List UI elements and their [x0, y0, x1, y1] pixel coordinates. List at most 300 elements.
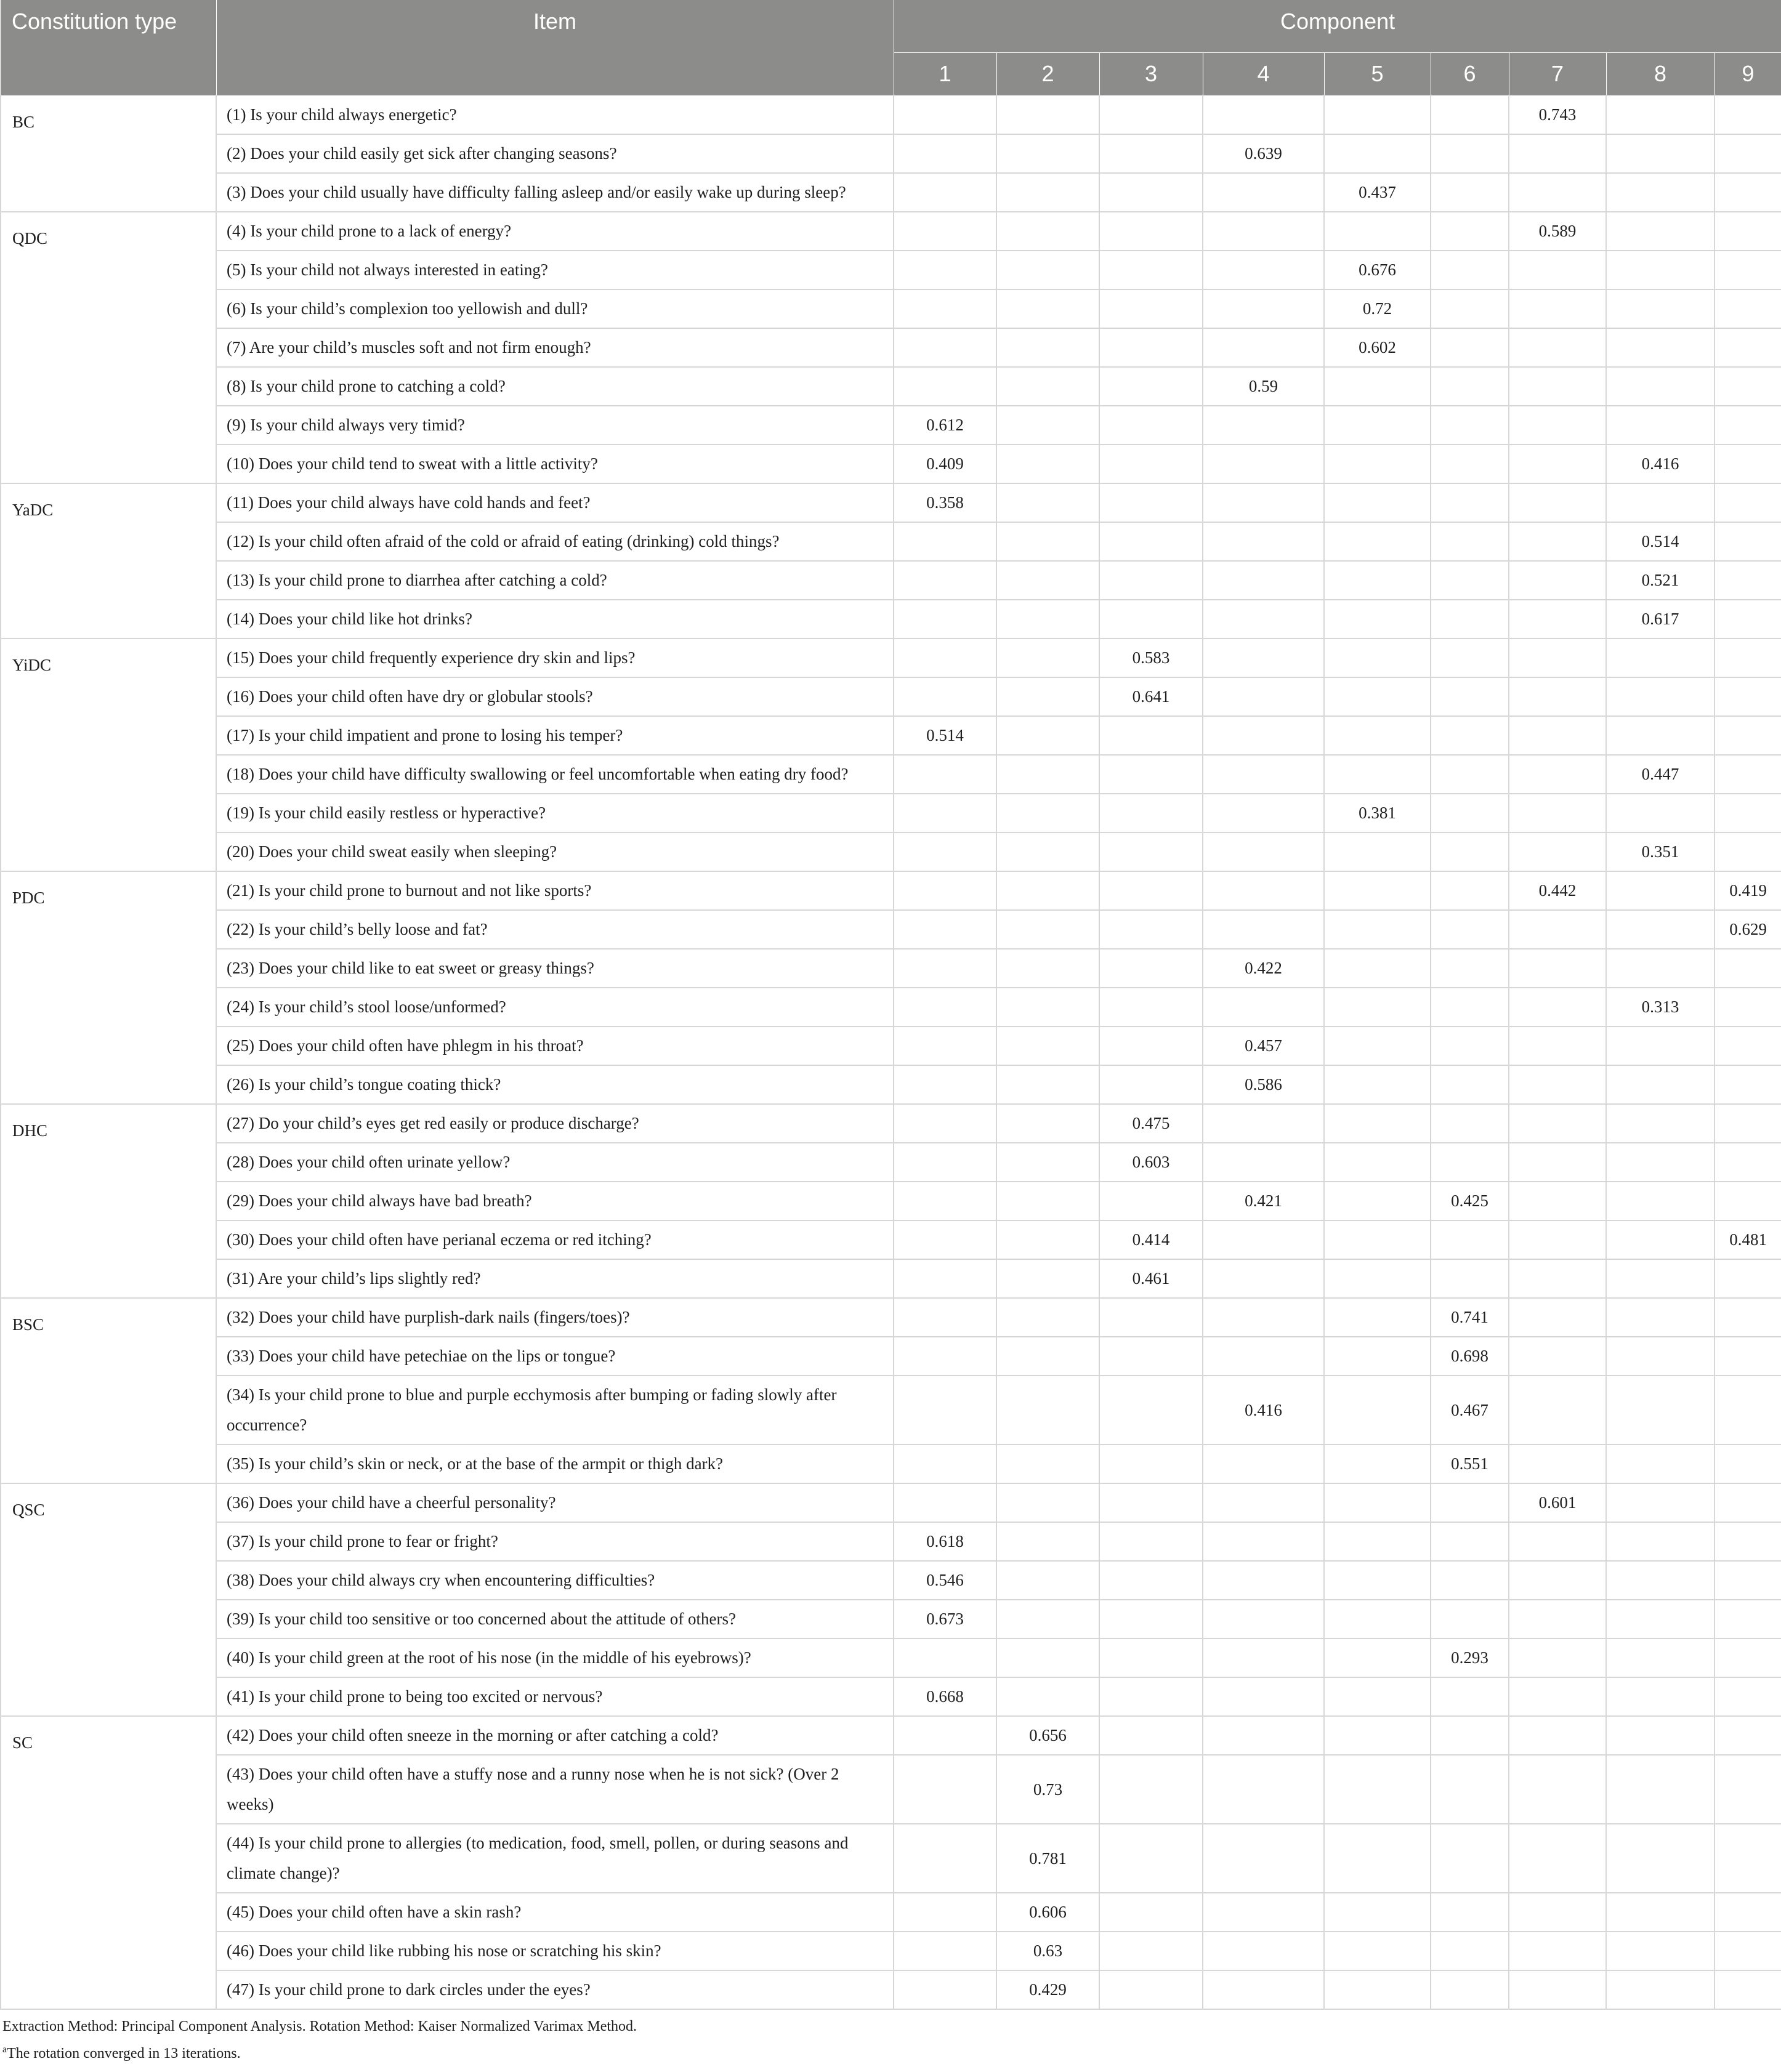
loading-cell-component-5 — [1324, 716, 1431, 755]
loading-cell-component-7 — [1509, 1220, 1606, 1259]
loading-cell-component-3 — [1099, 445, 1203, 483]
loading-cell-component-2 — [996, 212, 1099, 251]
loading-cell-component-9 — [1714, 1259, 1781, 1298]
table-row — [1, 1065, 1781, 1104]
table-row — [1, 1298, 1781, 1337]
loading-cell-component-8 — [1606, 1143, 1714, 1182]
loading-cell-component-9 — [1714, 716, 1781, 755]
loading-cell-component-4: 0.416 — [1203, 1376, 1324, 1445]
loading-cell-component-3 — [1099, 251, 1203, 289]
item-question-cell: (42) Does your child often sneeze in the morning or after catching a cold? — [216, 1716, 894, 1755]
loading-cell-component-1: 0.673 — [894, 1600, 996, 1639]
loading-cell-component-7 — [1509, 1716, 1606, 1755]
loading-cell-component-2 — [996, 794, 1099, 832]
loading-cell-component-5: 0.72 — [1324, 289, 1431, 328]
loading-cell-component-6 — [1431, 794, 1509, 832]
loading-cell-component-6 — [1431, 716, 1509, 755]
table-row — [1, 794, 1781, 832]
loading-cell-component-1 — [894, 328, 996, 367]
loading-cell-component-7 — [1509, 639, 1606, 677]
loading-cell-component-3 — [1099, 1561, 1203, 1600]
item-question-cell: (33) Does your child have petechiae on the lips or tongue? — [216, 1337, 894, 1376]
loading-cell-component-2 — [996, 1600, 1099, 1639]
loading-cell-component-4: 0.639 — [1203, 134, 1324, 173]
item-question-cell: (5) Is your child not always interested in eating? — [216, 251, 894, 289]
table-row — [1, 95, 1781, 134]
loading-cell-component-2: 0.63 — [996, 1932, 1099, 1970]
loading-cell-component-9 — [1714, 445, 1781, 483]
loading-cell-component-9 — [1714, 677, 1781, 716]
table-row — [1, 871, 1781, 910]
loading-cell-component-7 — [1509, 755, 1606, 794]
loading-cell-component-2 — [996, 1298, 1099, 1337]
loading-cell-component-6 — [1431, 561, 1509, 600]
item-question-cell: (29) Does your child always have bad breath? — [216, 1182, 894, 1220]
loading-cell-component-2 — [996, 95, 1099, 134]
loading-cell-component-4 — [1203, 1824, 1324, 1893]
loading-cell-component-1 — [894, 1259, 996, 1298]
loading-cell-component-2 — [996, 755, 1099, 794]
loading-cell-component-9 — [1714, 289, 1781, 328]
loading-cell-component-3 — [1099, 561, 1203, 600]
loading-cell-component-9 — [1714, 522, 1781, 561]
loading-cell-component-3: 0.641 — [1099, 677, 1203, 716]
loading-cell-component-2 — [996, 639, 1099, 677]
loading-cell-component-3 — [1099, 134, 1203, 173]
loading-cell-component-7 — [1509, 1376, 1606, 1445]
loading-cell-component-6 — [1431, 832, 1509, 871]
loading-cell-component-6 — [1431, 212, 1509, 251]
item-question-cell: (35) Is your child’s skin or neck, or at the base of the armpit or thigh dark? — [216, 1445, 894, 1483]
loading-cell-component-2: 0.606 — [996, 1893, 1099, 1932]
loading-cell-component-8 — [1606, 639, 1714, 677]
loading-cell-component-5: 0.381 — [1324, 794, 1431, 832]
loading-cell-component-3 — [1099, 1716, 1203, 1755]
table-row — [1, 1932, 1781, 1970]
loading-cell-component-8 — [1606, 716, 1714, 755]
loading-cell-component-5 — [1324, 1337, 1431, 1376]
item-question-cell: (15) Does your child frequently experience dry skin and lips? — [216, 639, 894, 677]
loading-cell-component-5 — [1324, 1143, 1431, 1182]
loading-cell-component-4 — [1203, 483, 1324, 522]
loading-cell-component-9 — [1714, 1893, 1781, 1932]
loading-cell-component-4 — [1203, 406, 1324, 445]
loading-cell-component-5 — [1324, 1600, 1431, 1639]
constitution-type-cell: PDC — [1, 871, 216, 1104]
loading-cell-component-7 — [1509, 1600, 1606, 1639]
loading-cell-component-2 — [996, 1065, 1099, 1104]
loading-cell-component-6 — [1431, 522, 1509, 561]
loading-cell-component-5 — [1324, 134, 1431, 173]
loading-cell-component-4 — [1203, 1337, 1324, 1376]
method-note: Extraction Method: Principal Component Analysis. Rotation Method: Kaiser Normalized Varimax Method. — [2, 2018, 637, 2034]
constitution-type-cell: SC — [1, 1716, 216, 2009]
loading-cell-component-7 — [1509, 1970, 1606, 2009]
loading-cell-component-3 — [1099, 716, 1203, 755]
loading-cell-component-6: 0.741 — [1431, 1298, 1509, 1337]
item-question-cell: (11) Does your child always have cold hands and feet? — [216, 483, 894, 522]
loading-cell-component-3: 0.475 — [1099, 1104, 1203, 1143]
loading-cell-component-2 — [996, 134, 1099, 173]
loading-cell-component-2 — [996, 406, 1099, 445]
loading-cell-component-9 — [1714, 1104, 1781, 1143]
loading-cell-component-8 — [1606, 1182, 1714, 1220]
loading-cell-component-7 — [1509, 561, 1606, 600]
loading-cell-component-9: 0.419 — [1714, 871, 1781, 910]
loading-cell-component-8 — [1606, 1932, 1714, 1970]
loading-cell-component-2 — [996, 522, 1099, 561]
loading-cell-component-8 — [1606, 1639, 1714, 1677]
loading-cell-component-8 — [1606, 1298, 1714, 1337]
loading-cell-component-6 — [1431, 173, 1509, 212]
table-row — [1, 1026, 1781, 1065]
loading-cell-component-8 — [1606, 328, 1714, 367]
loading-cell-component-4 — [1203, 1143, 1324, 1182]
loading-cell-component-1 — [894, 1755, 996, 1824]
loading-cell-component-5 — [1324, 832, 1431, 871]
loading-cell-component-1 — [894, 910, 996, 949]
loading-cell-component-9 — [1714, 600, 1781, 639]
loading-cell-component-9 — [1714, 1561, 1781, 1600]
loading-cell-component-1: 0.618 — [894, 1522, 996, 1561]
loading-cell-component-3: 0.414 — [1099, 1220, 1203, 1259]
table-row — [1, 483, 1781, 522]
loading-cell-component-5 — [1324, 1026, 1431, 1065]
loading-cell-component-7 — [1509, 677, 1606, 716]
header-component-3: 3 — [1099, 53, 1203, 96]
loading-cell-component-1 — [894, 600, 996, 639]
table-row — [1, 134, 1781, 173]
table-row — [1, 251, 1781, 289]
loading-cell-component-7 — [1509, 1065, 1606, 1104]
loading-cell-component-4 — [1203, 289, 1324, 328]
table-row — [1, 949, 1781, 988]
loading-cell-component-4 — [1203, 1220, 1324, 1259]
loading-cell-component-1 — [894, 677, 996, 716]
loading-cell-component-1 — [894, 949, 996, 988]
loading-cell-component-9 — [1714, 794, 1781, 832]
loading-cell-component-1 — [894, 367, 996, 406]
loading-cell-component-5 — [1324, 1677, 1431, 1716]
header-component-4: 4 — [1203, 53, 1324, 96]
loading-cell-component-3 — [1099, 1483, 1203, 1522]
loading-cell-component-9 — [1714, 988, 1781, 1026]
loading-cell-component-9 — [1714, 1065, 1781, 1104]
loading-cell-component-8 — [1606, 1337, 1714, 1376]
table-notes — [0, 2010, 1781, 2065]
loading-cell-component-5 — [1324, 1065, 1431, 1104]
loading-cell-component-4 — [1203, 522, 1324, 561]
loading-cell-component-5 — [1324, 1824, 1431, 1893]
loading-cell-component-5 — [1324, 1104, 1431, 1143]
header-component-9: 9 — [1714, 53, 1781, 96]
loading-cell-component-6 — [1431, 1259, 1509, 1298]
loading-cell-component-8 — [1606, 1600, 1714, 1639]
loading-cell-component-8 — [1606, 1104, 1714, 1143]
loading-cell-component-3 — [1099, 1970, 1203, 2009]
loading-cell-component-8 — [1606, 251, 1714, 289]
loading-cell-component-2 — [996, 1143, 1099, 1182]
loading-cell-component-1 — [894, 1337, 996, 1376]
loading-cell-component-5 — [1324, 755, 1431, 794]
table-row — [1, 1970, 1781, 2009]
loading-cell-component-3: 0.603 — [1099, 1143, 1203, 1182]
loading-cell-component-3 — [1099, 1182, 1203, 1220]
loading-cell-component-6 — [1431, 1104, 1509, 1143]
header-constitution-type: Constitution type — [1, 0, 216, 95]
loading-cell-component-9 — [1714, 406, 1781, 445]
loading-cell-component-2 — [996, 1259, 1099, 1298]
loading-cell-component-9 — [1714, 1716, 1781, 1755]
loading-cell-component-4 — [1203, 95, 1324, 134]
loading-cell-component-5 — [1324, 367, 1431, 406]
loading-cell-component-1 — [894, 794, 996, 832]
loading-cell-component-9 — [1714, 755, 1781, 794]
loading-cell-component-6: 0.425 — [1431, 1182, 1509, 1220]
loading-cell-component-6 — [1431, 251, 1509, 289]
loading-cell-component-8 — [1606, 1522, 1714, 1561]
table-row — [1, 1220, 1781, 1259]
table-row — [1, 173, 1781, 212]
loading-cell-component-8: 0.351 — [1606, 832, 1714, 871]
table-row — [1, 522, 1781, 561]
loading-cell-component-7 — [1509, 367, 1606, 406]
item-question-cell: (44) Is your child prone to allergies (to medication, food, smell, pollen, or during seasons and climate change)? — [216, 1824, 894, 1893]
loading-cell-component-7 — [1509, 949, 1606, 988]
loading-cell-component-8: 0.447 — [1606, 755, 1714, 794]
loading-cell-component-4 — [1203, 1483, 1324, 1522]
loading-cell-component-7 — [1509, 1298, 1606, 1337]
loading-cell-component-1 — [894, 134, 996, 173]
loading-cell-component-3 — [1099, 1824, 1203, 1893]
loading-cell-component-4 — [1203, 871, 1324, 910]
loading-cell-component-2: 0.73 — [996, 1755, 1099, 1824]
item-question-cell: (34) Is your child prone to blue and purple ecchymosis after bumping or fading slowly after occurrence? — [216, 1376, 894, 1445]
loading-cell-component-4 — [1203, 1522, 1324, 1561]
table-row — [1, 988, 1781, 1026]
loading-cell-component-6 — [1431, 483, 1509, 522]
loading-cell-component-3 — [1099, 95, 1203, 134]
loading-cell-component-7 — [1509, 832, 1606, 871]
item-question-cell: (40) Is your child green at the root of his nose (in the middle of his eyebrows)? — [216, 1639, 894, 1677]
loading-cell-component-5 — [1324, 1755, 1431, 1824]
loading-cell-component-2 — [996, 832, 1099, 871]
header-component-2: 2 — [996, 53, 1099, 96]
item-question-cell: (31) Are your child’s lips slightly red? — [216, 1259, 894, 1298]
header-component-8: 8 — [1606, 53, 1714, 96]
loading-cell-component-1: 0.668 — [894, 1677, 996, 1716]
loading-cell-component-2 — [996, 328, 1099, 367]
item-question-cell: (16) Does your child often have dry or globular stools? — [216, 677, 894, 716]
item-question-cell: (38) Does your child always cry when encountering difficulties? — [216, 1561, 894, 1600]
loading-cell-component-6 — [1431, 1824, 1509, 1893]
item-question-cell: (18) Does your child have difficulty swallowing or feel uncomfortable when eating dry food? — [216, 755, 894, 794]
loading-cell-component-1 — [894, 1143, 996, 1182]
header-item: Item — [216, 0, 894, 95]
loading-cell-component-5 — [1324, 1376, 1431, 1445]
loading-cell-component-6 — [1431, 1522, 1509, 1561]
loading-cell-component-2 — [996, 1639, 1099, 1677]
loading-cell-component-7 — [1509, 251, 1606, 289]
loading-cell-component-8 — [1606, 1755, 1714, 1824]
loading-cell-component-8 — [1606, 212, 1714, 251]
loading-cell-component-3 — [1099, 755, 1203, 794]
loading-cell-component-3 — [1099, 328, 1203, 367]
loading-cell-component-9 — [1714, 251, 1781, 289]
loading-cell-component-1 — [894, 988, 996, 1026]
loading-cell-component-4 — [1203, 988, 1324, 1026]
loading-cell-component-8 — [1606, 483, 1714, 522]
loading-cell-component-7 — [1509, 483, 1606, 522]
table-row — [1, 716, 1781, 755]
table-row — [1, 1755, 1781, 1824]
loading-cell-component-5 — [1324, 1639, 1431, 1677]
item-question-cell: (20) Does your child sweat easily when sleeping? — [216, 832, 894, 871]
item-question-cell: (32) Does your child have purplish-dark nails (fingers/toes)? — [216, 1298, 894, 1337]
table-row — [1, 367, 1781, 406]
loading-cell-component-3 — [1099, 871, 1203, 910]
loading-cell-component-2 — [996, 1104, 1099, 1143]
rotation-note — [2, 2038, 1779, 2065]
loading-cell-component-3 — [1099, 1298, 1203, 1337]
table-row — [1, 1483, 1781, 1522]
loading-cell-component-4 — [1203, 251, 1324, 289]
table-row — [1, 1182, 1781, 1220]
loading-cell-component-5 — [1324, 445, 1431, 483]
item-question-cell: (24) Is your child’s stool loose/unformed? — [216, 988, 894, 1026]
loading-cell-component-4: 0.59 — [1203, 367, 1324, 406]
loading-cell-component-4 — [1203, 1755, 1324, 1824]
loading-cell-component-5 — [1324, 600, 1431, 639]
item-question-cell: (28) Does your child often urinate yellow? — [216, 1143, 894, 1182]
loading-cell-component-6 — [1431, 1483, 1509, 1522]
loading-cell-component-2 — [996, 1026, 1099, 1065]
loading-cell-component-6 — [1431, 910, 1509, 949]
item-question-cell: (43) Does your child often have a stuffy nose and a runny nose when he is not sick? (Over 2 weeks) — [216, 1755, 894, 1824]
loading-cell-component-9 — [1714, 1522, 1781, 1561]
loading-cell-component-1 — [894, 1376, 996, 1445]
loading-cell-component-9 — [1714, 1824, 1781, 1893]
loading-cell-component-2 — [996, 1561, 1099, 1600]
item-question-cell: (14) Does your child like hot drinks? — [216, 600, 894, 639]
loading-cell-component-2 — [996, 1337, 1099, 1376]
loading-cell-component-5 — [1324, 1970, 1431, 2009]
loading-cell-component-3 — [1099, 1522, 1203, 1561]
loading-cell-component-2 — [996, 910, 1099, 949]
loading-cell-component-3 — [1099, 1755, 1203, 1824]
item-question-cell: (21) Is your child prone to burnout and not like sports? — [216, 871, 894, 910]
table-body — [1, 95, 1781, 2009]
loading-cell-component-1 — [894, 561, 996, 600]
table-row — [1, 1716, 1781, 1755]
item-question-cell: (39) Is your child too sensitive or too concerned about the attitude of others? — [216, 1600, 894, 1639]
loading-cell-component-1 — [894, 755, 996, 794]
loading-cell-component-7 — [1509, 1932, 1606, 1970]
loading-cell-component-3 — [1099, 988, 1203, 1026]
loading-cell-component-7 — [1509, 328, 1606, 367]
table-row — [1, 1561, 1781, 1600]
loading-cell-component-4 — [1203, 1716, 1324, 1755]
loading-cell-component-9 — [1714, 1298, 1781, 1337]
loading-cell-component-4 — [1203, 639, 1324, 677]
table-row — [1, 1893, 1781, 1932]
loading-cell-component-7: 0.601 — [1509, 1483, 1606, 1522]
loading-cell-component-9: 0.481 — [1714, 1220, 1781, 1259]
loading-cell-component-7 — [1509, 522, 1606, 561]
table-row — [1, 328, 1781, 367]
loading-cell-component-7 — [1509, 406, 1606, 445]
loading-cell-component-1 — [894, 832, 996, 871]
loading-cell-component-9 — [1714, 173, 1781, 212]
loading-cell-component-8 — [1606, 1561, 1714, 1600]
table-row — [1, 289, 1781, 328]
loading-cell-component-6 — [1431, 289, 1509, 328]
loading-cell-component-9: 0.629 — [1714, 910, 1781, 949]
loading-cell-component-4 — [1203, 832, 1324, 871]
item-question-cell: (13) Is your child prone to diarrhea after catching a cold? — [216, 561, 894, 600]
loading-cell-component-8 — [1606, 367, 1714, 406]
loading-cell-component-4 — [1203, 1104, 1324, 1143]
loading-cell-component-7 — [1509, 1639, 1606, 1677]
item-question-cell: (7) Are your child’s muscles soft and not firm enough? — [216, 328, 894, 367]
loading-cell-component-4: 0.586 — [1203, 1065, 1324, 1104]
loading-cell-component-3 — [1099, 1893, 1203, 1932]
loading-cell-component-1 — [894, 212, 996, 251]
loading-cell-component-7 — [1509, 1561, 1606, 1600]
loading-cell-component-8: 0.514 — [1606, 522, 1714, 561]
loading-cell-component-6: 0.551 — [1431, 1445, 1509, 1483]
item-question-cell: (1) Is your child always energetic? — [216, 95, 894, 134]
loading-cell-component-7 — [1509, 1522, 1606, 1561]
table-row — [1, 1600, 1781, 1639]
item-question-cell: (26) Is your child’s tongue coating thick? — [216, 1065, 894, 1104]
loading-cell-component-7 — [1509, 716, 1606, 755]
loading-cell-component-8 — [1606, 1824, 1714, 1893]
loading-cell-component-9 — [1714, 1677, 1781, 1716]
item-question-cell: (36) Does your child have a cheerful personality? — [216, 1483, 894, 1522]
loading-cell-component-7 — [1509, 1182, 1606, 1220]
loading-cell-component-3 — [1099, 1026, 1203, 1065]
loading-cell-component-5 — [1324, 639, 1431, 677]
loading-cell-component-7 — [1509, 1824, 1606, 1893]
item-question-cell: (10) Does your child tend to sweat with a little activity? — [216, 445, 894, 483]
loading-cell-component-5 — [1324, 1259, 1431, 1298]
table-row — [1, 1824, 1781, 1893]
loading-cell-component-8 — [1606, 949, 1714, 988]
loading-cell-component-1: 0.514 — [894, 716, 996, 755]
item-question-cell: (45) Does your child often have a skin rash? — [216, 1893, 894, 1932]
loading-cell-component-9 — [1714, 367, 1781, 406]
header-component: Component — [894, 0, 1781, 53]
loading-cell-component-2: 0.429 — [996, 1970, 1099, 2009]
loading-cell-component-9 — [1714, 483, 1781, 522]
loading-cell-component-8 — [1606, 1220, 1714, 1259]
loading-cell-component-1 — [894, 1970, 996, 2009]
loading-cell-component-5 — [1324, 522, 1431, 561]
loading-cell-component-2 — [996, 445, 1099, 483]
loading-cell-component-4 — [1203, 910, 1324, 949]
loading-cell-component-6 — [1431, 1600, 1509, 1639]
loading-cell-component-8 — [1606, 406, 1714, 445]
loading-cell-component-7 — [1509, 1026, 1606, 1065]
loading-cell-component-2 — [996, 561, 1099, 600]
loading-cell-component-6 — [1431, 1065, 1509, 1104]
loading-cell-component-1 — [894, 522, 996, 561]
loading-cell-component-5 — [1324, 1483, 1431, 1522]
loading-cell-component-3: 0.461 — [1099, 1259, 1203, 1298]
loading-cell-component-5 — [1324, 677, 1431, 716]
loading-cell-component-1 — [894, 251, 996, 289]
